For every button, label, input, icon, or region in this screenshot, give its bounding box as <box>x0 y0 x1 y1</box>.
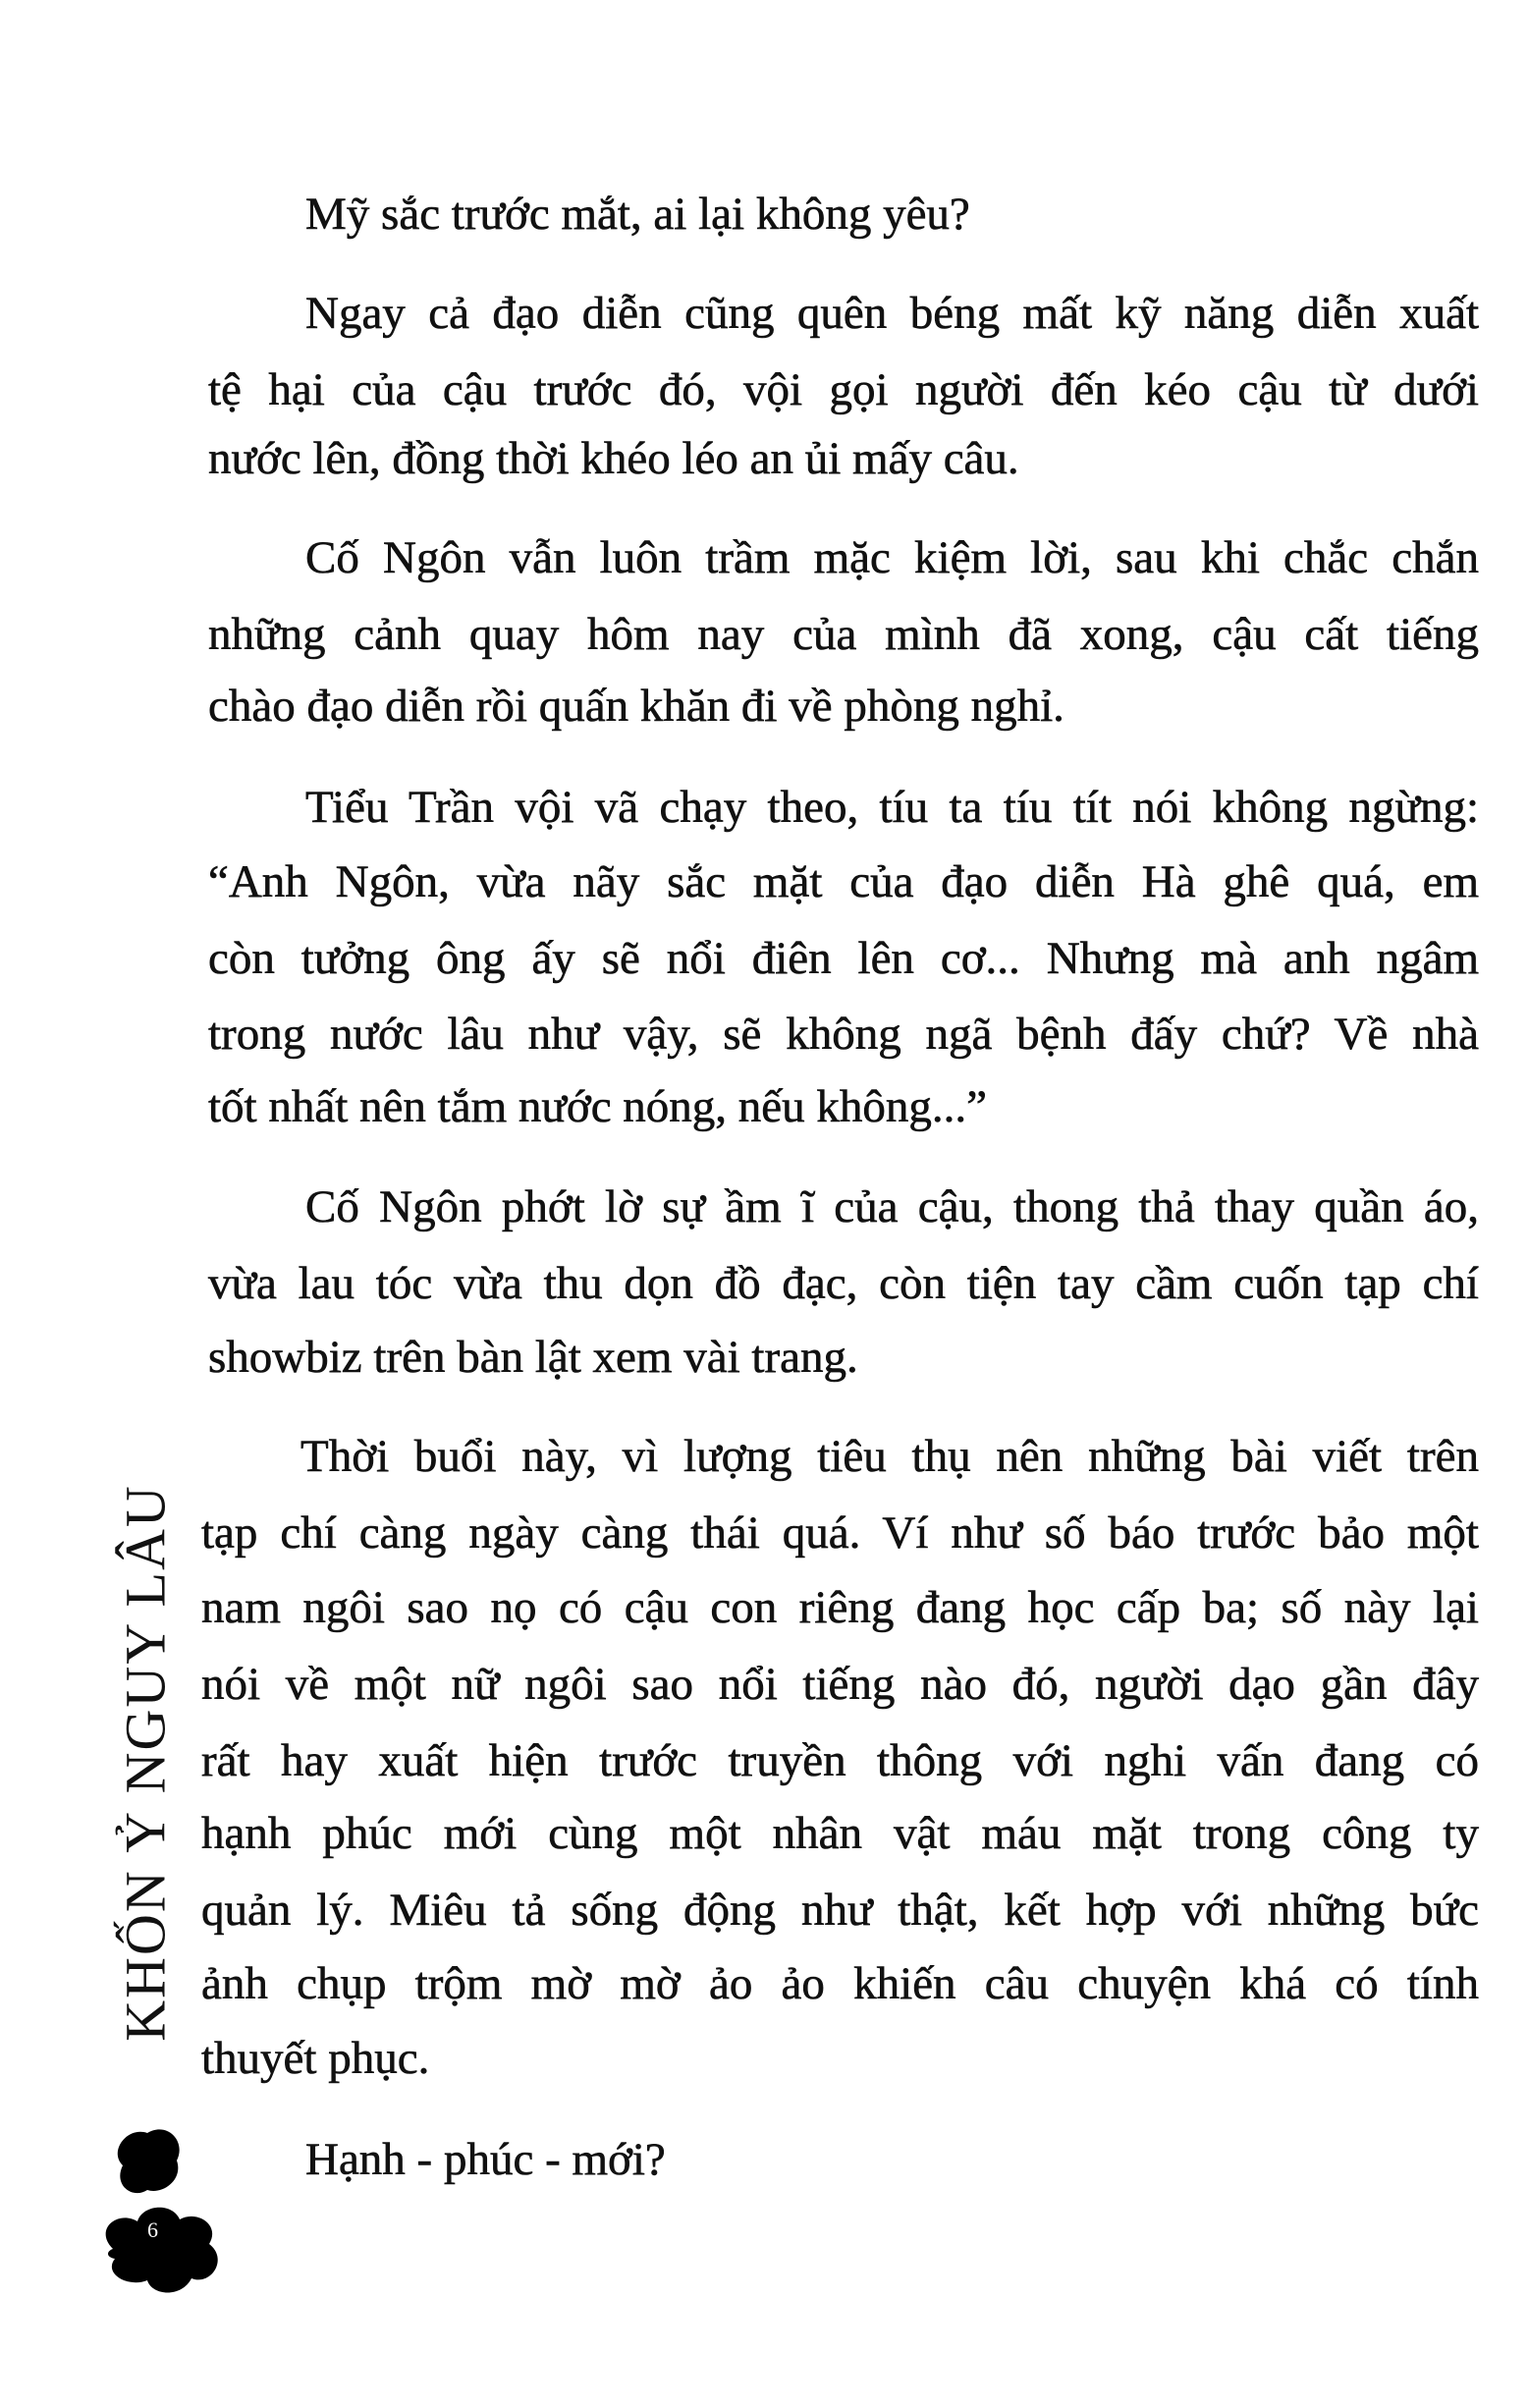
paragraph-4-line: còn tưởng ông ấy sẽ nổi điên lên cơ... Nhưng mà anh ngâm <box>208 933 1479 984</box>
paragraph-7-line: Hạnh - phúc - mới? <box>305 2134 666 2185</box>
paragraph-6-line: ảnh chụp trộm mờ mờ ảo ảo khiến câu chuyện khá có tính <box>201 1958 1479 2009</box>
paragraph-6-line: nói về một nữ ngôi sao nổi tiếng nào đó, người dạo gần đây <box>201 1659 1479 1710</box>
paragraph-3-line: những cảnh quay hôm nay của mình đã xong, cậu cất tiếng <box>208 609 1479 660</box>
paragraph-5-line: showbiz trên bàn lật xem vài trang. <box>208 1332 858 1383</box>
paragraph-6-line: nam ngôi sao nọ có cậu con riêng đang học cấp ba; số này lại <box>201 1582 1479 1633</box>
paragraph-3-line: chào đạo diễn rồi quấn khăn đi về phòng nghỉ. <box>208 681 1064 732</box>
paragraph-4-line: Tiểu Trần vội vã chạy theo, tíu ta tíu tít nói không ngừng: <box>305 782 1479 833</box>
paragraph-4-line: “Anh Ngôn, vừa nãy sắc mặt của đạo diễn Hà ghê quá, em <box>208 856 1479 907</box>
paragraph-6-line: quản lý. Miêu tả sống động như thật, kết hợp với những bức <box>201 1885 1479 1936</box>
paragraph-6-line: thuyết phục. <box>201 2033 430 2084</box>
paragraph-4-line: trong nước lâu như vậy, sẽ không ngã bệnh đấy chứ? Về nhà <box>208 1009 1479 1060</box>
paragraph-2-line: Ngay cả đạo diễn cũng quên béng mất kỹ năng diễn xuất <box>305 288 1479 339</box>
paragraph-3-line: Cố Ngôn vẫn luôn trầm mặc kiệm lời, sau khi chắc chắn <box>305 532 1479 583</box>
page-number: 6 <box>147 2217 158 2242</box>
paragraph-6-line: tạp chí càng ngày càng thái quá. Ví như số báo trước bảo một <box>201 1507 1479 1559</box>
paragraph-6-line: hạnh phúc mới cùng một nhân vật máu mặt trong công ty <box>201 1808 1479 1859</box>
flower-ornament-icon <box>93 2111 231 2308</box>
paragraph-1-line: Mỹ sắc trước mắt, ai lại không yêu? <box>305 189 970 240</box>
paragraph-6-line: rất hay xuất hiện trước truyền thông với nghi vấn đang có <box>201 1735 1479 1786</box>
paragraph-2-line: nước lên, đồng thời khéo léo an ủi mấy câu. <box>208 433 1019 484</box>
paragraph-2-line: tệ hại của cậu trước đó, vội gọi người đến kéo cậu từ dưới <box>208 364 1479 415</box>
paragraph-5-line: vừa lau tóc vừa thu dọn đồ đạc, còn tiện tay cầm cuốn tạp chí <box>208 1258 1479 1309</box>
book-title-running-head: KHỐN Ỷ NGUY LÂU <box>113 1484 178 2042</box>
paragraph-6-line: Thời buổi này, vì lượng tiêu thụ nên những bài viết trên <box>300 1431 1479 1482</box>
paragraph-5-line: Cố Ngôn phớt lờ sự ầm ĩ của cậu, thong thả thay quần áo, <box>305 1181 1479 1232</box>
paragraph-4-line: tốt nhất nên tắm nước nóng, nếu không...” <box>208 1081 988 1132</box>
